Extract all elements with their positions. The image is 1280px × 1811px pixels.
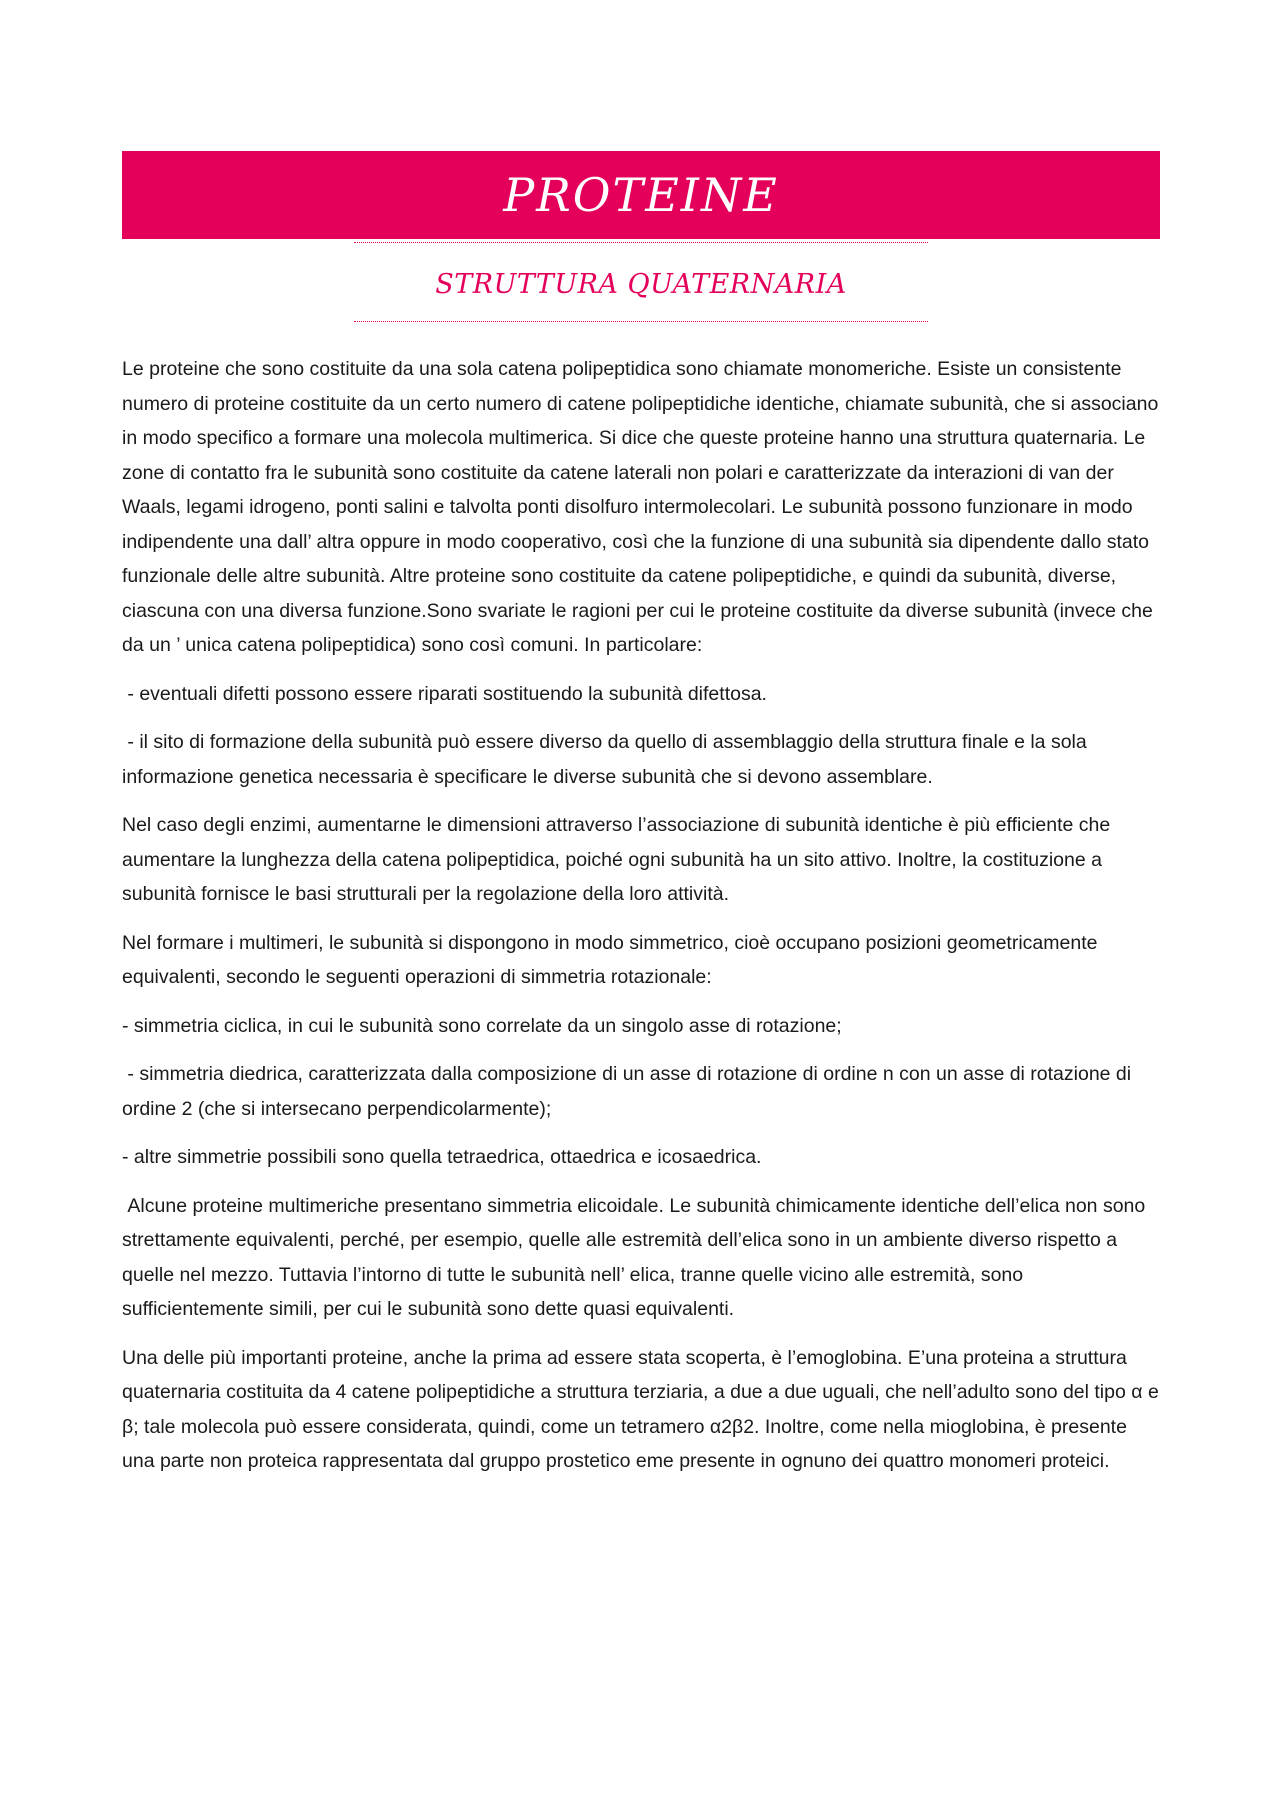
- paragraph-list-item: - altre simmetrie possibili sono quella tetraedrica, ottaedrica e icosaedrica.: [122, 1146, 762, 1168]
- paragraph-list-item: - il sito di formazione della subunità può essere diverso da quello di assemblaggio della struttura finale e la sola informazione genetica necessaria è specificare le diverse subunità che si devono assemblare.: [122, 731, 1093, 788]
- paragraph-list-item: - simmetria diedrica, caratterizzata dalla composizione di un asse di rotazione di ordine n con un asse di rotazione di ordine 2 (che si intersecano perpendicolarmente);: [122, 1063, 1137, 1120]
- paragraph-list-item: - simmetria ciclica, in cui le subunità sono correlate da un singolo asse di rotazione;: [122, 1014, 842, 1037]
- paragraph-helical: Alcune proteine multimeriche presentano simmetria elicoidale. Le subunità chimicamente identiche dell’elica non sono strettamente equivalenti, perché, per esempio, quelle alle estremità dell’elica sono in un ambiente diverso rispetto a quelle nel mezzo. Tuttavia l’intorno di tutte le subunità nell’ elica, tranne quelle vicino alle estremità, sono sufficientemente simili, per cui le subunità sono dette quasi equivalenti.: [122, 1194, 1151, 1320]
- document-body: [122, 352, 1165, 1479]
- page-title: PROTEINE: [503, 168, 779, 222]
- paragraph-list-item: - eventuali difetti possono essere riparati sostituendo la subunità difettosa.: [122, 682, 767, 705]
- dotted-divider-bottom: [354, 321, 928, 322]
- paragraph-intro: Le proteine che sono costituite da una sola catena polipeptidica sono chiamate monomeriche. Esiste un consistente numero di proteine costituite da un certo numero di catene polipeptidiche identiche, chiamate subunità, che si associano in modo specifico a formare una molecola multimerica. Si dice che queste proteine hanno una struttura quaternaria. Le zone di contatto fra le subunità sono costituite da catene laterali non polari e caratterizzate da interazioni di van der Waals, legami idrogeno, ponti salini e talvolta ponti disolfuro intermolecolari. Le subunità possono funzionare in modo indipendente una dall’ altra oppure in modo cooperativo, così che la funzione di una subunità sia dipendente dallo stato funzionale delle altre subunità. Altre proteine sono costituite da catene polipeptidiche, e quindi da subunità, diverse, ciascuna con una diversa funzione.Sono svariate le ragioni per cui le proteine costituite da diverse subunità (invece che da un ’ unica catena polipeptidica) sono così comuni. In particolare:: [122, 358, 1164, 656]
- title-banner: [122, 151, 1160, 239]
- document-page: [122, 151, 1165, 1493]
- section-subtitle: STRUTTURA QUATERNARIA: [435, 269, 847, 300]
- paragraph-multimers: Nel formare i multimeri, le subunità si dispongono in modo simmetrico, cioè occupano posizioni geometricamente equivalenti, secondo le seguenti operazioni di simmetria rotazionale:: [122, 931, 1103, 988]
- paragraph-hemoglobin: Una delle più importanti proteine, anche la prima ad essere stata scoperta, è l’emoglobina. E’una proteina a struttura quaternaria costituita da 4 catene polipeptidiche a struttura terziaria, a due a due uguali, che nell’adulto sono del tipo α e β; tale molecola può essere considerata, quindi, come un tetramero α2β2. Inoltre, come nella mioglobina, è presente una parte non proteica rappresentata dal gruppo prostetico eme presente in ognuno dei quattro monomeri proteici.: [122, 1346, 1165, 1472]
- paragraph-enzymes: Nel caso degli enzimi, aumentarne le dimensioni attraverso l’associazione di subunità identiche è più efficiente che aumentare la lunghezza della catena polipeptidica, poiché ogni subunità ha un sito attivo. Inoltre, la costituzione a subunità fornisce le basi strutturali per la regolazione della loro attività.: [122, 814, 1116, 905]
- dotted-divider-top: [354, 242, 928, 243]
